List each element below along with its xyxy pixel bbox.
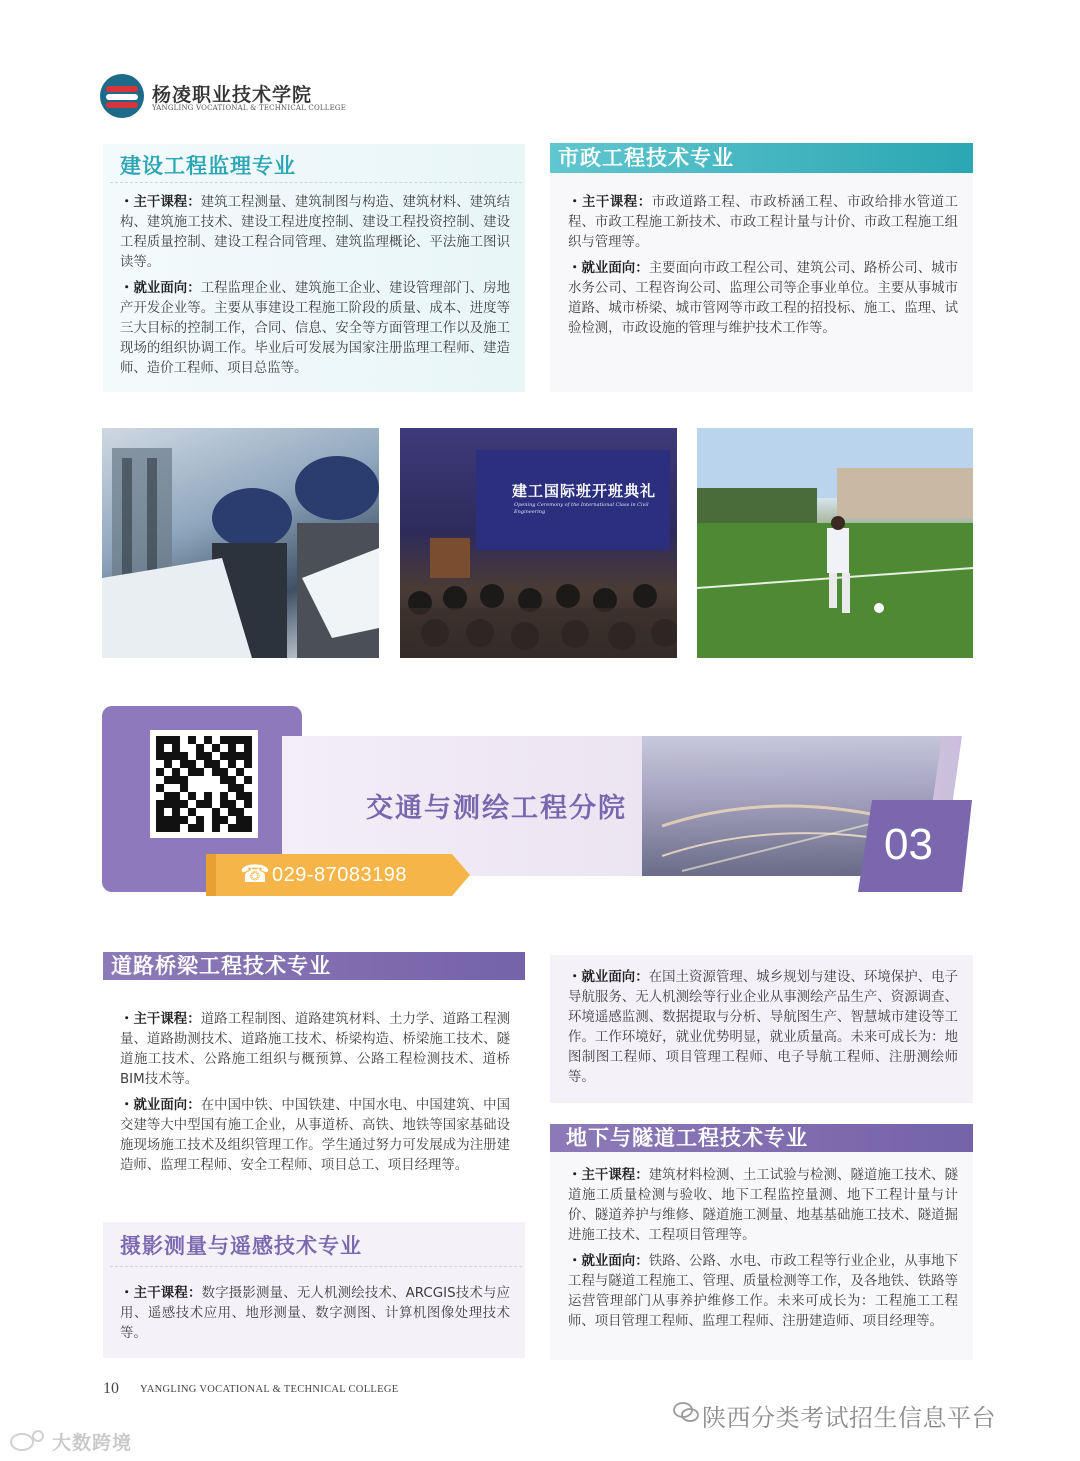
supervision-courses: 建筑工程测量、建筑制图与构造、建筑材料、建筑结构、建筑施工技术、建设工程进度控制、建设工程投资控制、建设工程质量控制、建设工程合同管理、建筑监理概论、平法施工图识读等。 (120, 195, 510, 270)
footer-college-name: YANGLING VOCATIONAL & TECHNICAL COLLEGE (140, 1384, 399, 1395)
municipal-jobs: 主要面向市政工程公司、建筑公司、路桥公司、城市水务公司、工程咨询公司、监理公司等企事业单位。主要从事城市道路、城市桥梁、城市管网等市政工程的招投标、施工、监理、试验检测，市政设施的管理与维护技术工作等。 (568, 261, 958, 336)
supervision-divider (110, 182, 522, 183)
underground-courses-label: ・主干课程： (568, 1168, 649, 1183)
ceremony-banner-title: 建工国际班开班典礼 (512, 482, 657, 500)
municipal-courses-label: ・主干课程： (568, 195, 652, 210)
photogrammetry-jobs: 在国土资源管理、城乡规划与建设、环境保护、电子导航服务、无人机测绘等行业企业从事测绘产品生产、资源调查、环境遥感监测、数据提取与分析、导航图生产、智慧城市建设等工作。工作环境好，就业优势明显，就业质量高。未来可成长为：地图制图工程师、项目管理工程师、电子导航工程师、注册测绘师等。 (568, 970, 958, 1085)
supervision-title: 建设工程监理专业 (120, 154, 296, 178)
road-bridge-body (120, 1010, 510, 1182)
photo-football-match (697, 428, 973, 658)
construction-engineers-illustration (102, 428, 379, 658)
phone-number[interactable]: 029-87083198 (272, 864, 408, 886)
watermark-platform: 陕西分类考试招生信息平台 (702, 1404, 996, 1432)
banner-title: 交通与测绘工程分院 (366, 793, 627, 824)
football-illustration (697, 428, 973, 658)
photogrammetry-divider (110, 1266, 522, 1267)
supervision-jobs-label: ・就业面向： (120, 281, 201, 296)
underground-title: 地下与隧道工程技术专业 (550, 1124, 973, 1152)
weibo-icon (8, 1428, 48, 1452)
ceremony-banner-subtitle: Opening Ceremony of the International Class in Civil Engineering (514, 502, 649, 515)
underground-body (568, 1166, 958, 1338)
municipal-courses: 市政道路工程、市政桥涵工程、市政给排水管道工程、市政工程施工新技术、市政工程计量与计价、市政工程施工组织与管理等。 (568, 195, 959, 250)
photogrammetry-jobs-label: ・就业面向： (568, 970, 649, 985)
photogrammetry-jobs-body (568, 968, 958, 1094)
wechat-icon (672, 1398, 700, 1426)
qr-code[interactable] (150, 730, 258, 838)
audience-illustration (400, 428, 677, 658)
watermark-source: 大数跨境 (52, 1432, 133, 1454)
road-bridge-jobs-label: ・就业面向： (120, 1098, 201, 1113)
photo-construction-engineers (102, 428, 379, 658)
phone-icon: ☎ (240, 860, 270, 888)
photogrammetry-courses-label: ・主干课程： (120, 1286, 202, 1301)
college-name-en: YANGLING VOCATIONAL & TECHNICAL COLLEGE (152, 104, 347, 112)
qr-code-pattern (156, 736, 252, 832)
photogrammetry-title: 摄影测量与遥感技术专业 (120, 1234, 362, 1258)
road-bridge-jobs: 在中国中铁、中国铁建、中国水电、中国建筑、中国交建等大中型国有施工企业，从事道桥、高铁、地铁等国家基础设施现场施工技术及组织管理工作。学生通过努力可发展成为注册建造师、监理工程师、安全工程师、项目总工、项目经理等。 (120, 1098, 510, 1173)
municipal-title: 市政工程技术专业 (550, 143, 973, 173)
municipal-jobs-label: ・就业面向： (568, 261, 649, 276)
college-name: 杨凌职业技术学院 (152, 84, 313, 106)
photogrammetry-courses: 数字摄影测量、无人机测绘技术、ARCGIS技术与应用、遥感技术应用、地形测量、数字测图、计算机图像处理技术等。 (120, 1286, 510, 1341)
underground-courses: 建筑材料检测、土工试验与检测、隧道施工技术、隧道施工质量检测与验收、地下工程监控量测、地下工程计量与计价、隧道养护与维修、隧道施工测量、地基基础施工技术、隧道掘进施工技术、工程项目管理等。 (568, 1168, 958, 1243)
photogrammetry-courses-body (120, 1284, 510, 1350)
photo-opening-ceremony (400, 428, 677, 658)
page-number: 10 (103, 1380, 119, 1397)
supervision-body (120, 193, 510, 385)
underground-jobs: 铁路、公路、水电、市政工程等行业企业，从事地下工程与隧道工程施工、管理、质量检测等工作，及各地铁、铁路等运营管理部门从事养护维修工作。未来可成长为：工程施工工程师、项目管理工程师、监理工程师、注册建造师、项目经理等。 (568, 1254, 958, 1329)
municipal-body (568, 193, 958, 345)
supervision-jobs: 工程监理企业、建筑施工企业、建设管理部门、房地产开发企业等。主要从事建设工程施工阶段的质量、成本、进度等三大目标的控制工作，合同、信息、安全等方面管理工作以及施工现场的组织协调工作。毕业后可发展为国家注册监理工程师、建造师、造价工程师、项目总监等。 (120, 281, 510, 376)
road-bridge-courses-label: ・主干课程： (120, 1012, 201, 1027)
road-bridge-title: 道路桥梁工程技术专业 (103, 952, 525, 980)
road-bridge-courses: 道路工程制图、道路建筑材料、土力学、道路工程测量、道路勘测技术、道路施工技术、桥梁构造、桥梁施工技术、隧道施工技术、公路施工组织与概预算、公路工程检测技术、道桥BIM技术等。 (120, 1012, 510, 1087)
college-logo (100, 74, 144, 118)
supervision-courses-label: ・主干课程： (120, 195, 201, 210)
banner-number: 03 (884, 820, 933, 869)
underground-jobs-label: ・就业面向： (568, 1254, 649, 1269)
